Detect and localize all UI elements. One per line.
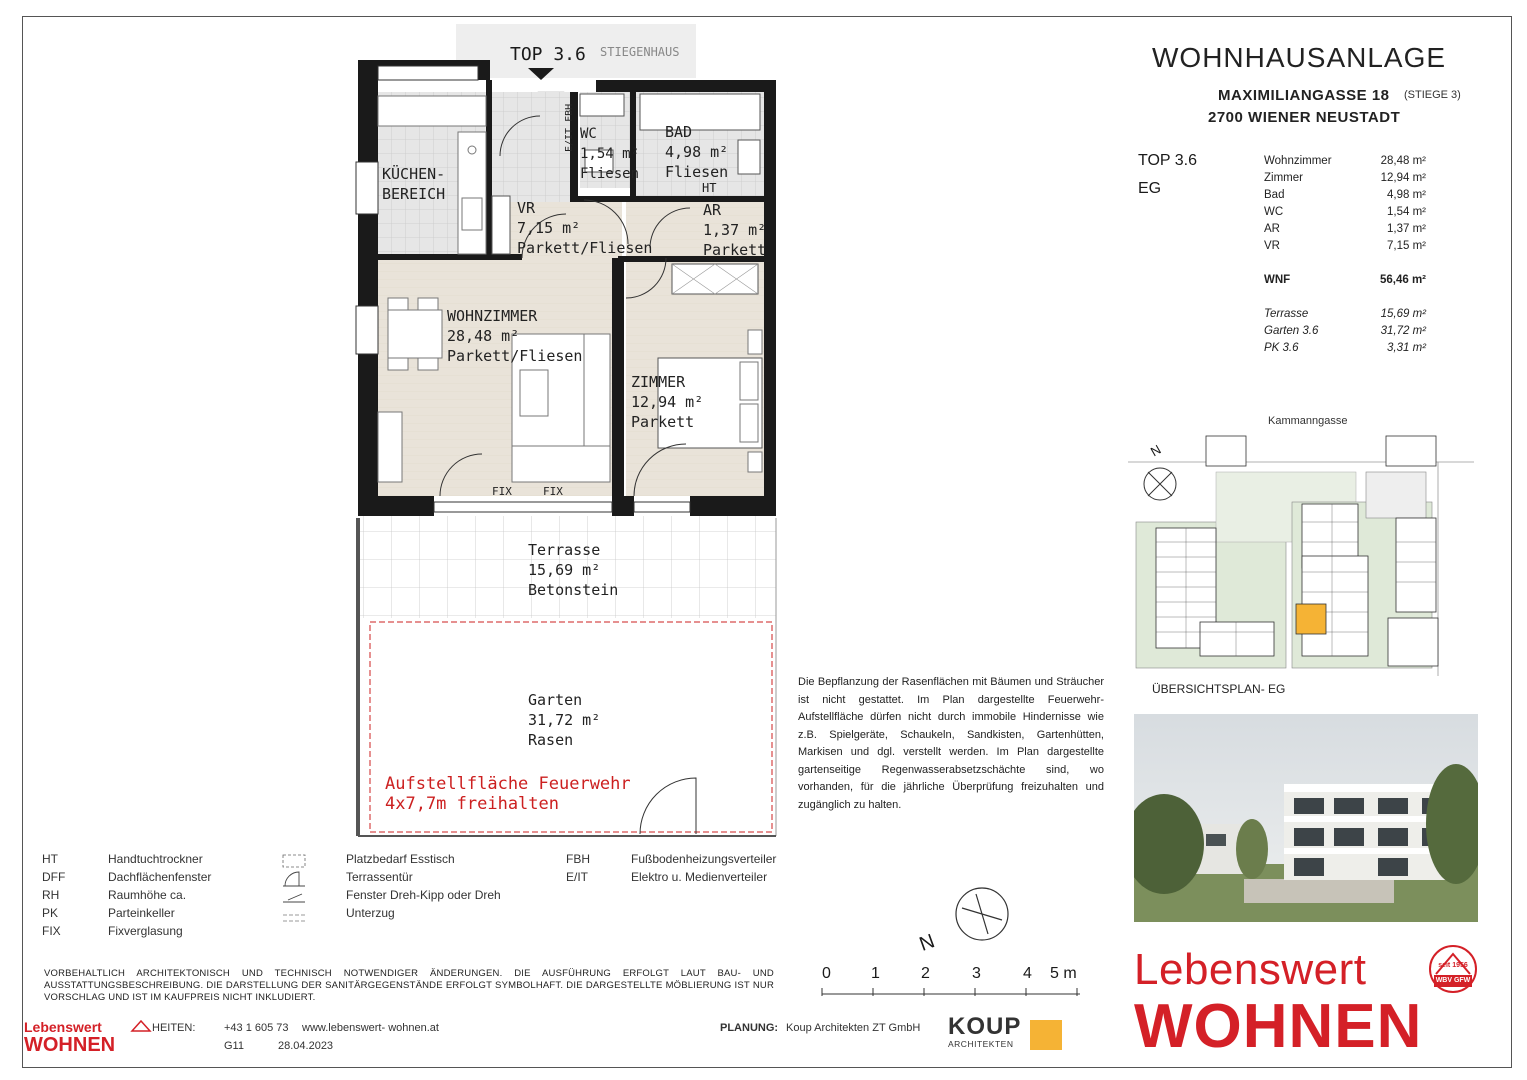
unit-floor: EG	[1138, 180, 1162, 197]
footer-contact-label: HEITEN:	[152, 1022, 196, 1034]
room-kitchen: KÜCHEN- BEREICH	[382, 165, 446, 203]
room-bad: BAD 4,98 m² Fliesen	[665, 123, 729, 181]
legend-item: RH Raumhöhe ca.	[42, 888, 187, 902]
stair-label: STIEGENHAUS	[600, 45, 680, 59]
legend-item: Terrassentür	[346, 870, 413, 884]
legend-abbr-col-2	[566, 850, 796, 886]
site-caption: ÜBERSICHTSPLAN- EG	[1152, 682, 1286, 696]
scale-bar	[820, 984, 1084, 998]
area-row: WC 1,54 m²	[1264, 205, 1426, 218]
fire-zone-label: Aufstellfläche Feuerwehr 4x7,7m freihalten	[385, 774, 631, 814]
legend-item: Unterzug	[346, 906, 395, 920]
area-row: VR 7,15 m²	[1264, 239, 1426, 252]
label-eit-fbh: E/IT FBH	[564, 103, 575, 152]
area-garten: Garten 31,72 m² Rasen	[528, 691, 601, 749]
footer-phone: +43 1 605 73	[224, 1022, 289, 1034]
legend-item: E/IT Elektro u. Medienverteiler	[566, 870, 768, 884]
scale-labels	[820, 965, 1090, 985]
legend-item: DFF Dachflächenfenster	[42, 870, 212, 884]
scale-tick: 5 m	[1050, 965, 1077, 982]
area-table	[1264, 152, 1426, 356]
legend-item: HT Handtuchtrockner	[42, 852, 203, 866]
unit-title: TOP 3.6	[510, 44, 586, 65]
legend-symbols	[280, 852, 310, 924]
brand-logo: Lebenswert WOHNEN	[1134, 945, 1423, 1061]
unit-highlight	[1296, 604, 1326, 634]
north-label: N	[916, 930, 938, 956]
room-wohnzimmer: WOHNZIMMER 28,48 m² Parkett/Fliesen	[447, 307, 583, 365]
footer-seal-icon	[130, 1019, 152, 1033]
scale-tick: 1	[871, 965, 880, 982]
legend-symbol-col	[346, 850, 546, 922]
outdoor-row: PK 3.6 3,31 m²	[1264, 341, 1426, 354]
legend-item: FBH Fußbodenheizungsverteiler	[566, 852, 777, 866]
room-ar: AR 1,37 m² Parkett	[703, 201, 767, 259]
scale-tick: 2	[921, 965, 930, 982]
footer-brand: Lebenswert WOHNEN	[24, 1019, 116, 1056]
site-street-top: Kammanngasse	[1268, 415, 1348, 427]
area-row: AR 1,37 m²	[1264, 222, 1426, 235]
footer-date: 28.04.2023	[278, 1040, 334, 1052]
area-row: Wohnzimmer 28,48 m²	[1264, 154, 1426, 167]
outdoor-row: Terrasse 15,69 m²	[1264, 307, 1426, 320]
scale-tick: 4	[1023, 965, 1032, 982]
planung-label: PLANUNG:	[720, 1022, 779, 1034]
north-arrow	[948, 880, 1028, 960]
legend-item: Platzbedarf Esstisch	[346, 852, 455, 866]
koup-logo-square	[1030, 1020, 1062, 1050]
project-street: MAXIMILIANGASSE 18	[1218, 87, 1390, 104]
rendering-image	[1134, 714, 1478, 922]
footer-web[interactable]: www.lebenswert- wohnen.at	[302, 1022, 439, 1034]
project-city: 2700 WIENER NEUSTADT	[1208, 109, 1401, 126]
project-stiege: (STIEGE 3)	[1404, 89, 1461, 101]
site-north: N	[1147, 441, 1164, 460]
planung-value: Koup Architekten ZT GmbH	[786, 1022, 921, 1034]
label-fix-1: FIX	[492, 485, 512, 498]
room-zimmer: ZIMMER 12,94 m² Parkett	[631, 373, 704, 431]
site-plan	[1126, 432, 1476, 676]
legend-item: PK Parteinkeller	[42, 906, 175, 920]
area-terrasse: Terrasse 15,69 m² Betonstein	[528, 541, 619, 599]
legend-item: FIX Fixverglasung	[42, 924, 183, 938]
koup-logo: KOUP ARCHITEKTEN	[948, 1013, 1022, 1049]
brand-seal: seit 1956 WBV GFW	[1428, 944, 1478, 994]
wnf-row: WNF 56,46 m²	[1264, 273, 1426, 286]
room-vr: VR 7,15 m² Parkett/Fliesen	[517, 199, 653, 257]
outdoor-row: Garten 3.6 31,72 m²	[1264, 324, 1426, 337]
label-ht: HT	[702, 181, 717, 195]
label-fix-2: FIX	[543, 485, 563, 498]
unit-top: TOP 3.6	[1138, 152, 1197, 169]
disclaimer: VORBEHALTLICH ARCHITEKTONISCH UND TECHNISCH NOTWENDIGER ÄNDERUNGEN. DIE AUSFÜHRUNG ERFOLGT LAUT BAU- UND AUSSTATTUNGSBESCHREIBUNG. DIE DARSTELLUNG DER SANITÄRGEGENSTÄNDE ERFOLGT SYMBOLHAFT. DIE DARGESTELLTE MÖBLIERUNG IST NUR VORSCHLAG UND IST IM KAUFPREIS NICHT INKLUDIERT.	[44, 968, 774, 1003]
project-title: WOHNHAUSANLAGE	[1152, 42, 1447, 73]
seal-icon	[1428, 944, 1478, 994]
planting-note: Die Bepflanzung der Rasenflächen mit Bäumen und Sträucher ist nicht gestattet. Im Plan dargestellte Feuerwehr-Aufstellfläche dürfen nicht durch immobile Hindernisse wie z.B. Spielgeräte, Schaukeln, Sandkisten, Gartenhütten, Markisen und dgl. verstellt werden. Im Plan dargestellte gartenseitige Regenwasserabsetzschächte sind, wo vorhanden, für die jährliche Überprüfung freizuhalten und zugänglich zu halten.	[798, 676, 1104, 811]
scale-tick: 0	[822, 965, 831, 982]
room-wc: WC 1,54 m² Fliesen	[580, 126, 640, 182]
area-row: Zimmer 12,94 m²	[1264, 171, 1426, 184]
legend-item: Fenster Dreh-Kipp oder Dreh	[346, 888, 501, 902]
area-row: Bad 4,98 m²	[1264, 188, 1426, 201]
scale-tick: 3	[972, 965, 981, 982]
footer-code: G11	[224, 1040, 244, 1052]
legend-abbr-col	[42, 850, 242, 940]
